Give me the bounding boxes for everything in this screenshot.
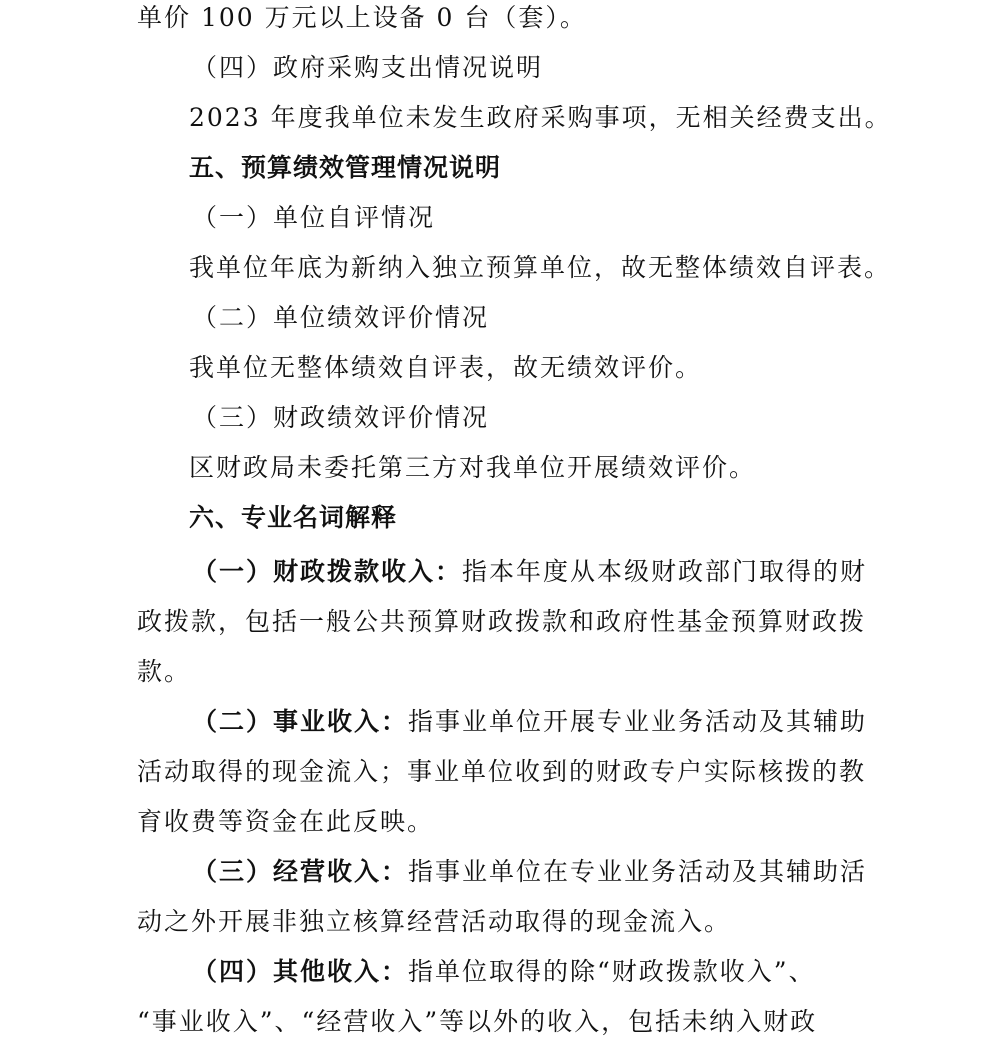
paragraph-line: 活动取得的现金流入；事业单位收到的财政专户实际核拨的教 bbox=[137, 757, 867, 786]
subsection-heading: （四）政府采购支出情况说明 bbox=[192, 53, 544, 82]
subsection-heading: （二）单位绩效评价情况 bbox=[192, 303, 490, 332]
paragraph-line: 我单位年底为新纳入独立预算单位，故无整体绩效自评表。 bbox=[189, 253, 892, 282]
definition-term: （一）财政拨款收入： bbox=[192, 557, 463, 586]
definition-term: （四）其他收入： bbox=[192, 957, 409, 986]
subsection-heading: （一）单位自评情况 bbox=[192, 203, 436, 232]
definition-line bbox=[0, 847, 1000, 897]
paragraph-line: 育收费等资金在此反映。 bbox=[137, 807, 435, 836]
subsection-heading: （三）财政绩效评价情况 bbox=[192, 403, 490, 432]
paragraph-line: 动之外开展非独立核算经营活动取得的现金流入。 bbox=[137, 907, 732, 936]
paragraph-line: 政拨款，包括一般公共预算财政拨款和政府性基金预算财政拨 bbox=[137, 607, 867, 636]
definition-line bbox=[0, 547, 1000, 597]
paragraph-line: 我单位无整体绩效自评表，故无绩效评价。 bbox=[189, 353, 703, 382]
section-heading: 六、专业名词解释 bbox=[189, 503, 398, 532]
definition-text: 指单位取得的除“财政拨款收入”、 bbox=[408, 957, 816, 986]
section-heading: 五、预算绩效管理情况说明 bbox=[189, 153, 502, 182]
definition-term: （二）事业收入： bbox=[192, 707, 409, 736]
definition-term: （三）经营收入： bbox=[192, 857, 409, 886]
definition-line bbox=[0, 947, 1000, 997]
definition-text: 指事业单位在专业业务活动及其辅助活 bbox=[408, 857, 868, 886]
paragraph-line: 款。 bbox=[137, 657, 192, 686]
paragraph-line: “事业收入”、“经营收入”等以外的收入，包括未纳入财政 bbox=[137, 1007, 818, 1036]
definition-text: 指本年度从本级财政部门取得的财 bbox=[462, 557, 868, 586]
definition-line bbox=[0, 697, 1000, 747]
definition-text: 指事业单位开展专业业务活动及其辅助 bbox=[408, 707, 868, 736]
paragraph-line: 2023 年度我单位未发生政府采购事项，无相关经费支出。 bbox=[189, 103, 892, 132]
paragraph-line: 单价 100 万元以上设备 0 台（套）。 bbox=[137, 3, 587, 32]
paragraph-line: 区财政局未委托第三方对我单位开展绩效评价。 bbox=[189, 453, 757, 482]
